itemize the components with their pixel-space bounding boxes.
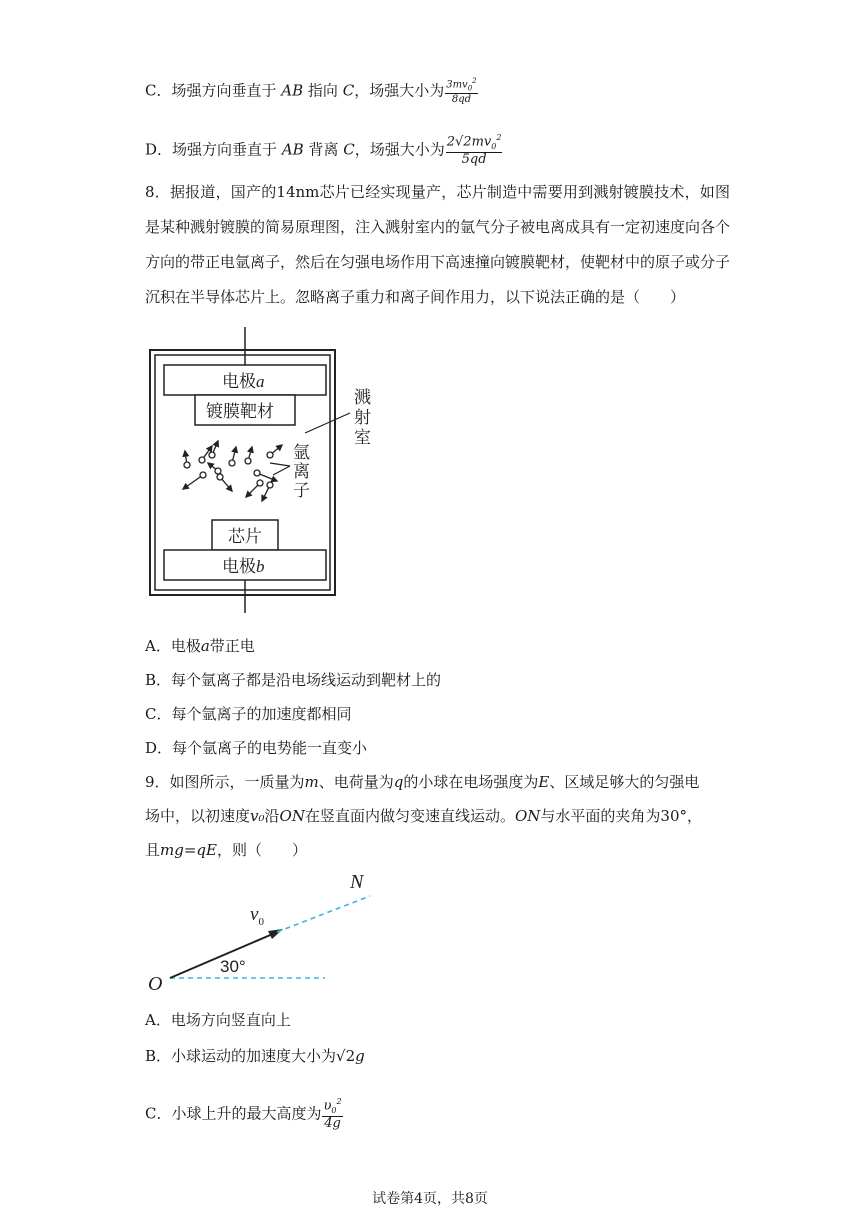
- question-8-stem: 8．据报道，国产的14nm芯片已经实现量产，芯片制造中需要用到溅射镀膜技术，如图是某种溅射镀膜的简易原理图，注入溅射室内的氩气分子被电离成具有一定初速度向各个方向的带正电氩离子，然后在匀强电场作用下高速撞向镀膜靶材，使靶材中的原子或分子沉积在半导体芯片上。忽略离子重力和离子间作用力，以下说法正确的是（ ）: [145, 183, 731, 306]
- ion: [229, 460, 235, 466]
- ion: [257, 480, 263, 486]
- option-text: ，场强大小为: [354, 140, 445, 159]
- chip-label: 芯片: [228, 527, 262, 547]
- electrode-b-label: 电极b: [222, 557, 265, 577]
- option-text: C．场强方向垂直于: [145, 81, 277, 100]
- option-9b: B．小球运动的加速度大小为√2g: [145, 1047, 365, 1065]
- option-9a: A．电场方向竖直向上: [145, 1011, 291, 1029]
- sputtering-diagram: [140, 325, 400, 615]
- ion: [267, 452, 273, 458]
- arrow-head-icon: [232, 447, 237, 452]
- arrow-head-icon: [207, 446, 212, 452]
- option-8c: C．每个氩离子的加速度都相同: [145, 705, 352, 723]
- arrow-head-icon: [183, 451, 188, 456]
- ions-leader-1: [270, 463, 290, 466]
- chamber-label-2: 射: [354, 408, 371, 428]
- ions-label-2: 离: [293, 462, 310, 482]
- ion-group: [183, 441, 282, 501]
- ions-label-1: 氩: [293, 443, 310, 463]
- ion: [184, 462, 190, 468]
- option-7d: [145, 134, 502, 167]
- arrow-head-icon: [183, 484, 189, 489]
- var-ab: AB: [281, 140, 304, 159]
- ions-leader-2: [273, 466, 290, 475]
- arrow-head-icon: [262, 495, 266, 501]
- fraction: $\frac{3mv_0^2}{8qd}$: [446, 77, 477, 106]
- ion: [254, 470, 260, 476]
- arrow-head-icon: [271, 477, 277, 482]
- chamber-label-1: 溅: [354, 388, 371, 408]
- var-ab: AB: [281, 81, 304, 100]
- ion: [217, 474, 223, 480]
- ion: [267, 482, 273, 488]
- question-9-line-3: 且mg=qE，则（ ）: [145, 841, 307, 859]
- option-9c: C．小球上升的最大高度为 $\frac{\upsilon_0^2}{4g}$: [145, 1097, 342, 1131]
- var-c: C: [343, 140, 355, 159]
- option-7c: [145, 78, 478, 105]
- ion: [245, 458, 251, 464]
- ion: [215, 468, 221, 474]
- chamber-label-3: 室: [354, 428, 371, 448]
- label-v0: $v_0$: [250, 904, 264, 928]
- ion: [209, 452, 215, 458]
- question-9-line-2: 场中，以初速度v₀沿ON在竖直面内做匀变速直线运动。ON与水平面的夹角为30°，: [145, 807, 703, 825]
- option-text: D．场强方向垂直于: [145, 140, 278, 159]
- on-line-extension: [277, 896, 370, 932]
- page-footer: 试卷第4页，共8页: [372, 1191, 488, 1207]
- arrow-head-icon: [214, 441, 219, 447]
- coating-target-label: 镀膜靶材: [206, 402, 274, 422]
- fraction: $\frac{\upsilon_0^2}{4g}$: [323, 1097, 342, 1131]
- label-n: N: [350, 871, 364, 893]
- label-angle: 30°: [220, 957, 246, 976]
- option-text: 背离: [308, 140, 339, 159]
- option-8d: D．每个氩离子的电势能一直变小: [145, 739, 368, 757]
- option-8b: B．每个氩离子都是沿电场线运动到靶材上的: [145, 671, 442, 689]
- ion: [200, 472, 206, 478]
- question-9-line-1: 9．如图所示，一质量为m、电荷量为q的小球在电场强度为E、区域足够大的匀强电: [145, 773, 700, 791]
- option-text: ，场强大小为: [354, 81, 445, 100]
- option-8a: A．电极a带正电: [145, 637, 255, 655]
- ions-label-3: 子: [293, 481, 310, 501]
- chamber-leader: [305, 413, 350, 433]
- velocity-diagram: [140, 868, 400, 998]
- arrow-head-icon: [248, 447, 253, 452]
- option-text: 指向: [307, 81, 338, 100]
- label-o: O: [148, 973, 163, 995]
- fraction: $\frac{2√2mv_0^2}{5qd}$: [446, 133, 502, 167]
- var-c: C: [342, 81, 355, 100]
- electrode-a-label: 电极a: [222, 372, 265, 392]
- ion: [199, 457, 205, 463]
